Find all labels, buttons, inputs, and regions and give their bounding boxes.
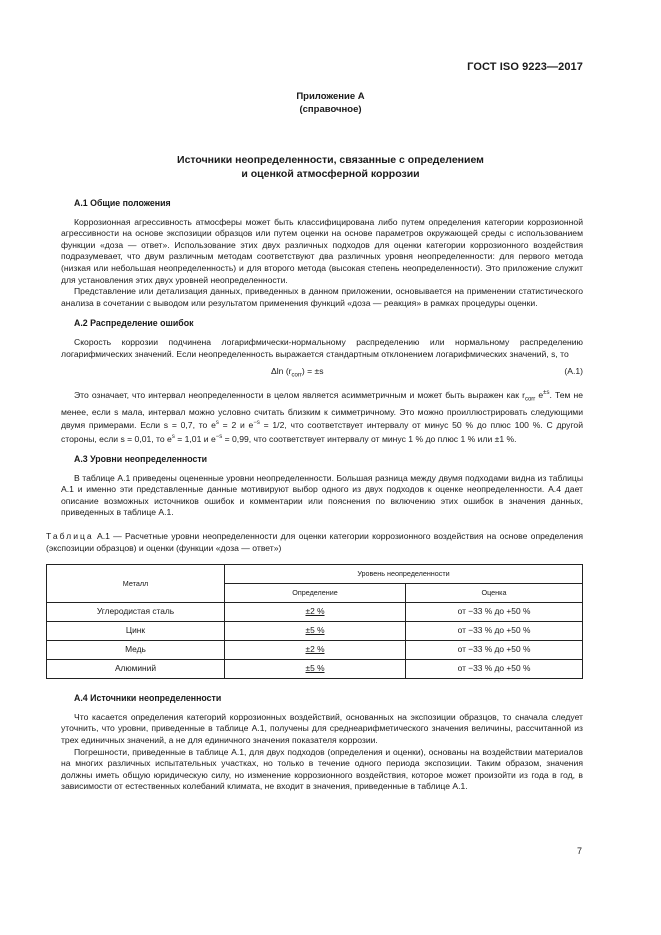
formula-number: (А.1) (564, 366, 583, 377)
table-row (47, 603, 583, 622)
title-line-1: Источники неопределенности, связанные с определением (177, 154, 484, 166)
table-caption: Таблица А.1 — Расчетные уровни неопределенности для оценки категории коррозионного воздействия на основе определения (экспозиции образцов) и оценки (функции «доза — ответ») (46, 531, 583, 553)
uncertainty-table (46, 564, 583, 679)
section-a1-heading: А.1 Общие положения (74, 198, 171, 208)
cell-estimation: от −33 % до +50 % (406, 641, 583, 660)
header-determination: Определение (225, 584, 406, 603)
cell-determination: ±2 % (225, 603, 406, 622)
cell-estimation: от −33 % до +50 % (406, 660, 583, 679)
title-line-2: и оценкой атмосферной коррозии (241, 168, 420, 180)
cell-metal: Цинк (47, 622, 225, 641)
section-a2-paragraph-1: Скорость коррозии подчинена логарифмически-нормальному распределению или нормальному распределению логарифмических значений. Если неопределенность выражается стандартным отклонением логарифмических значений, s, то (61, 336, 583, 359)
page-number: 7 (576, 846, 582, 856)
section-a2-heading: А.2 Распределение ошибок (74, 318, 194, 329)
section-a4-paragraph-1: Что касается определения категорий коррозионных воздействий, основанных на экспозиции образцов, то сначала следует уточнить, что уровни, приведенные в таблице А.1, получены для среднеарифметического значения величины, рассчитанной из трех единичных значений, а не для единичного значения показателя коррозии. (61, 711, 583, 746)
cell-estimation: от −33 % до +50 % (406, 603, 583, 622)
cell-determination: ±2 % (225, 641, 406, 660)
appendix-subtitle: (справочное) (299, 104, 362, 115)
formula-a1 (61, 366, 583, 382)
cell-determination: ±5 % (225, 660, 406, 679)
section-a3-paragraph-1: В таблице А.1 приведены оцененные уровни неопределенности. Большая разница между двумя подходами видна из таблицы А.1 и именно эти представленные данные мотивируют выбор одного из двух подходов к оценке неопределенности. А.4 дает описание возможных источников ошибок и комментарии или пояснения по включению этих ошибок в значения данных, приведенных в таблице А.1. (61, 472, 583, 518)
document-title (0, 153, 661, 181)
header-uncertainty-level: Уровень неопределенности (225, 565, 583, 584)
section-a1-paragraph-1: Коррозионная агрессивность атмосферы может быть классифицирована либо путем определения категории коррозионной агрессивности на основе экспозиции образцов или путем оценки на основе параметров окружающей среды с использованием функции «доза — ответ». Использование этих двух различных подходов для оценки категории коррозионного воздействия подразумевает, что двум различным методам соответствуют два различных уровня неопределенности: для первого метода (низкая или небольшая неопределенность) и для второго метода (высокая степень неопределенности). Это приложение служит для установления этих двух уровней неопределенности. (61, 216, 583, 285)
cell-metal: Алюминий (47, 660, 225, 679)
cell-estimation: от −33 % до +50 % (406, 622, 583, 641)
header-estimation: Оценка (406, 584, 583, 603)
document-body (46, 198, 584, 793)
table-row (47, 641, 583, 660)
section-a4-heading: А.4 Источники неопределенности (74, 693, 222, 704)
appendix-heading (0, 90, 661, 116)
cell-determination: ±5 % (225, 622, 406, 641)
appendix-title: Приложение А (296, 91, 365, 102)
header-metal: Металл (47, 565, 225, 603)
cell-metal: Медь (47, 641, 225, 660)
formula-expression: Δln $(r_{corr}) = \pm s$ (271, 366, 324, 379)
cell-metal: Углеродистая сталь (47, 603, 225, 622)
section-a1-paragraph-2: Представление или детализация данных, приведенных в данном приложении, основывается на применении статистического анализа в сочетании с выводом или результатом применения функций «доза — реакция» в рамках процедуры оценки. (61, 286, 583, 308)
standard-code: ГОСТ ISO 9223—2017 (467, 61, 583, 73)
section-a3-heading: А.3 Уровни неопределенности (74, 454, 208, 465)
section-a2-paragraph-2: Это означает, что интервал неопределенности в целом является асимметричным и может быть выражен как $r_{corr}$ $e^{\pm s}$. Тем не менее, если s мала, интервал можно условно считать близким к симметричному. Это можно проиллюстрировать следующими двумя примерами. Если s = 0,7, то $e^s = 2$ и $e^{-s} = 1/2$, что соответствует интервалу от минус 50 % до плюс 100 %. С другой стороны, если s = 0,01, то $e^s = 1,01$ и $e^{-s} = 0,99$, что соответствует интервалу от минус 1 % до плюс 1 % или ±1 %. (61, 390, 584, 444)
section-a4-paragraph-2: Погрешности, приведенные в таблице А.1, для двух подходов (определения и оценки), основаны на воздействии материалов на многих различных испытательных участках, но только в течение одного периода экспозиции. Таким образом, значения должны иметь общую юридическую силу, но изменение коррозионного воздействия, которое может произойти из года в год, в зависимости от естественных колебаний климата, не входит в значения, приведенные в таблице А.1. (61, 746, 583, 792)
table-row (47, 660, 583, 679)
table-row (47, 622, 583, 641)
